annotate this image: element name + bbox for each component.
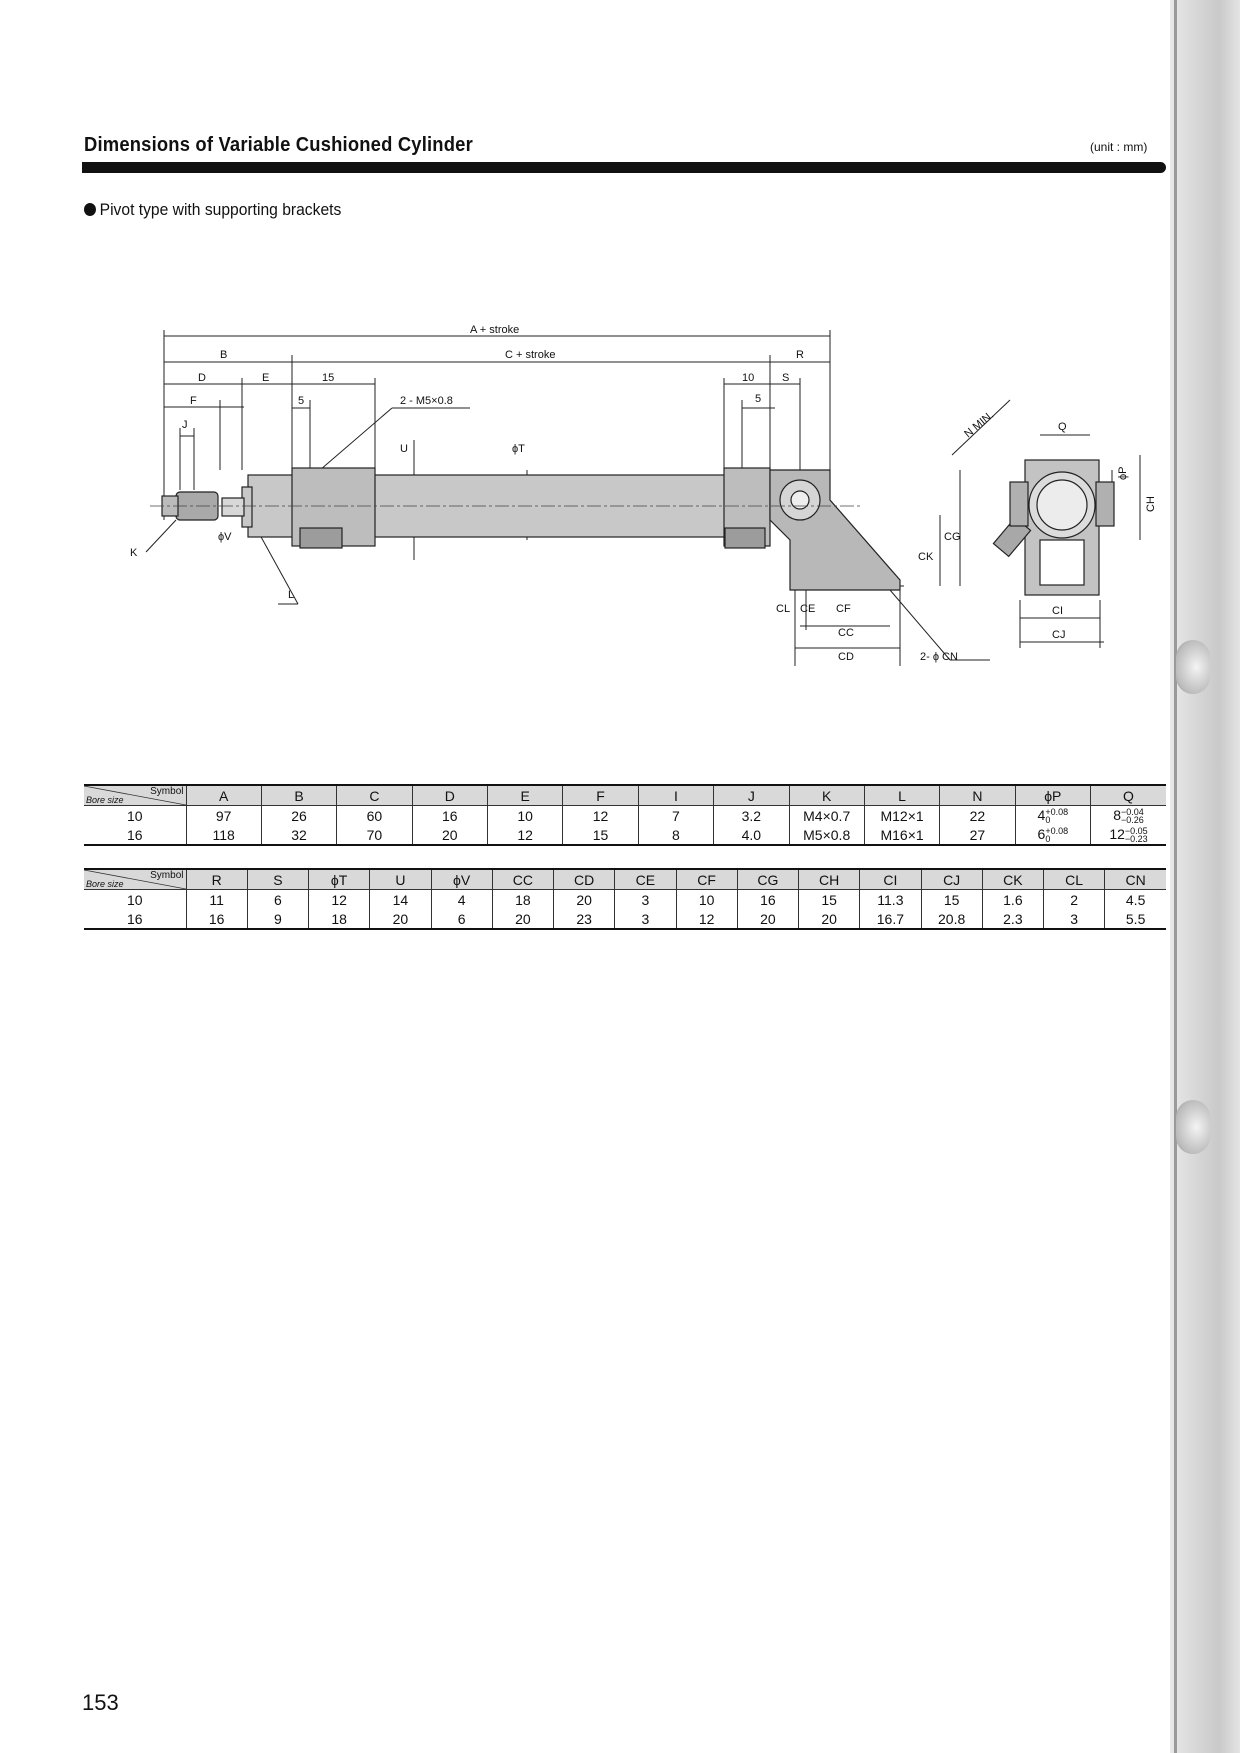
label-cj: CJ xyxy=(1052,629,1066,641)
label-cd: CD xyxy=(838,651,854,663)
table-cell: 26 xyxy=(261,806,336,826)
table-cell: 60 xyxy=(337,806,412,826)
column-header: J xyxy=(714,785,789,806)
table-cell: 15 xyxy=(921,890,982,910)
unit-note: (unit : mm) xyxy=(1090,140,1148,154)
table-corner: Symbol Bore size xyxy=(84,869,186,890)
bore-size-cell: 16 xyxy=(84,825,186,845)
table-row xyxy=(84,909,1166,929)
cylinder-drawing xyxy=(0,0,1240,700)
column-header: C xyxy=(337,785,412,806)
label-c-stroke: C + stroke xyxy=(505,349,556,361)
table-cell: 10 xyxy=(676,890,737,910)
table-cell: M12×1 xyxy=(864,806,939,826)
label-n-min: N MIN. xyxy=(962,409,997,441)
column-header: ϕT xyxy=(309,869,370,890)
table-cell: 11.3 xyxy=(860,890,921,910)
column-header: K xyxy=(789,785,864,806)
label-phi-v: ϕV xyxy=(218,531,232,543)
table-cell: 4.0 xyxy=(714,825,789,845)
cell-p: 6+0.08 0 xyxy=(1015,825,1090,845)
table-cell: 5.5 xyxy=(1105,909,1166,929)
label-phi-t: ϕT xyxy=(512,443,525,455)
column-header: I xyxy=(638,785,713,806)
table-cell: 12 xyxy=(488,825,563,845)
table-cell: 97 xyxy=(186,806,261,826)
label-b: B xyxy=(220,349,228,361)
column-header: A xyxy=(186,785,261,806)
cell-q: 8−0.04 −0.26 xyxy=(1113,806,1144,826)
label-j: J xyxy=(182,419,188,431)
label-r: R xyxy=(796,349,804,361)
table-cell: 16 xyxy=(186,909,247,929)
cell-q: 12−0.05 −0.23 xyxy=(1091,825,1167,845)
column-header: CI xyxy=(860,869,921,890)
table-cell: 1.6 xyxy=(982,890,1043,910)
table-cell: 20 xyxy=(554,890,615,910)
table-cell: 3 xyxy=(1044,909,1105,929)
table-cell: 9 xyxy=(247,909,308,929)
label-15: 15 xyxy=(322,372,335,384)
table-cell: 20 xyxy=(737,909,798,929)
column-header: CK xyxy=(982,869,1043,890)
table-cell: 3 xyxy=(615,890,676,910)
label-d: D xyxy=(198,372,206,384)
table-cell: 15 xyxy=(563,825,638,845)
label-a-stroke: A + stroke xyxy=(470,324,520,336)
column-header: F xyxy=(563,785,638,806)
table-cell: 7 xyxy=(638,806,713,826)
table-cell: 20 xyxy=(799,909,860,929)
bore-size-cell: 10 xyxy=(84,890,186,910)
label-e: E xyxy=(262,372,270,384)
dimension-table-2 xyxy=(84,868,1166,930)
table-cell: 4 xyxy=(431,890,492,910)
column-header: ϕP xyxy=(1015,785,1090,806)
label-cf: CF xyxy=(836,603,851,615)
column-header: B xyxy=(261,785,336,806)
column-header: CN xyxy=(1105,869,1166,890)
table-cell: 12 xyxy=(563,806,638,826)
section-subtitle: Pivot type with supporting brackets xyxy=(84,200,341,220)
label-cl: CL xyxy=(776,603,791,615)
table-cell: 20 xyxy=(370,909,431,929)
column-header: S xyxy=(247,869,308,890)
label-10: 10 xyxy=(742,372,755,384)
column-header: CH xyxy=(799,869,860,890)
table-cell: 14 xyxy=(370,890,431,910)
table-row xyxy=(84,825,1166,845)
table-cell: 3.2 xyxy=(714,806,789,826)
label-ci: CI xyxy=(1052,605,1063,617)
column-header: CF xyxy=(676,869,737,890)
table-cell: 16 xyxy=(737,890,798,910)
table-cell: 27 xyxy=(940,825,1015,845)
table-cell: 12 xyxy=(309,890,370,910)
table-cell: 3 xyxy=(615,909,676,929)
table-cell: 22 xyxy=(940,806,1015,826)
column-header: CJ xyxy=(921,869,982,890)
bore-size-cell: 16 xyxy=(84,909,186,929)
table-row xyxy=(84,806,1166,826)
table-row xyxy=(84,890,1166,910)
column-header: CL xyxy=(1044,869,1105,890)
table-cell: M16×1 xyxy=(864,825,939,845)
column-header: N xyxy=(940,785,1015,806)
table-cell: 18 xyxy=(492,890,553,910)
label-phi-p: ϕP xyxy=(1117,466,1129,480)
table-cell: 20 xyxy=(492,909,553,929)
label-s: S xyxy=(782,372,790,384)
column-header: CG xyxy=(737,869,798,890)
table-cell: 70 xyxy=(337,825,412,845)
table-cell: 8 xyxy=(638,825,713,845)
label-ch: CH xyxy=(1145,496,1157,512)
page-number: 153 xyxy=(82,1690,119,1715)
column-header: E xyxy=(488,785,563,806)
label-cg: CG xyxy=(944,531,961,543)
table-cell: 2 xyxy=(1044,890,1105,910)
table-cell: 32 xyxy=(261,825,336,845)
label-ce: CE xyxy=(800,603,816,615)
table-cell: 6 xyxy=(247,890,308,910)
table-cell: 118 xyxy=(186,825,261,845)
label-l: L xyxy=(288,589,295,601)
table-corner: Symbol Bore size xyxy=(84,785,186,806)
table-cell: M5×0.8 xyxy=(789,825,864,845)
column-header: L xyxy=(864,785,939,806)
table-cell: 20.8 xyxy=(921,909,982,929)
table-cell: 10 xyxy=(488,806,563,826)
table-cell: 4.5 xyxy=(1125,891,1146,908)
label-thread: 2 - M5×0.8 xyxy=(400,395,453,407)
table-cell: 15 xyxy=(799,890,860,910)
dimension-table-1 xyxy=(84,784,1166,846)
table-cell: 11 xyxy=(186,890,247,910)
column-header: CE xyxy=(615,869,676,890)
column-header: D xyxy=(412,785,487,806)
bore-size-cell: 10 xyxy=(84,806,186,826)
column-header: R xyxy=(186,869,247,890)
label-f: F xyxy=(190,395,197,407)
label-q: Q xyxy=(1058,421,1067,433)
table-cell: 18 xyxy=(309,909,370,929)
table-cell: 12 xyxy=(676,909,737,929)
table-cell: 2.3 xyxy=(982,909,1043,929)
table-cell: 16 xyxy=(412,806,487,826)
table-cell: 20 xyxy=(412,825,487,845)
label-k: K xyxy=(130,547,138,559)
cell-p: 4+0.08 0 xyxy=(1015,806,1090,826)
column-header: U xyxy=(370,869,431,890)
table-cell: 6 xyxy=(431,909,492,929)
table-cell: M4×0.7 xyxy=(789,806,864,826)
label-cc: CC xyxy=(838,627,854,639)
label-cn: 2- ϕ CN xyxy=(920,651,958,663)
label-5-right: 5 xyxy=(755,393,762,405)
column-header: Q xyxy=(1091,785,1167,806)
label-5-left: 5 xyxy=(298,395,305,407)
column-header: CD xyxy=(554,869,615,890)
binder-hole-bottom xyxy=(1176,1100,1210,1154)
label-u: U xyxy=(400,443,408,455)
table-cell: 23 xyxy=(554,909,615,929)
table-cell: 16.7 xyxy=(860,909,921,929)
page-title: Dimensions of Variable Cushioned Cylinder xyxy=(84,134,473,156)
column-header: ϕV xyxy=(431,869,492,890)
column-header: CC xyxy=(492,869,553,890)
label-ck: CK xyxy=(918,551,934,563)
